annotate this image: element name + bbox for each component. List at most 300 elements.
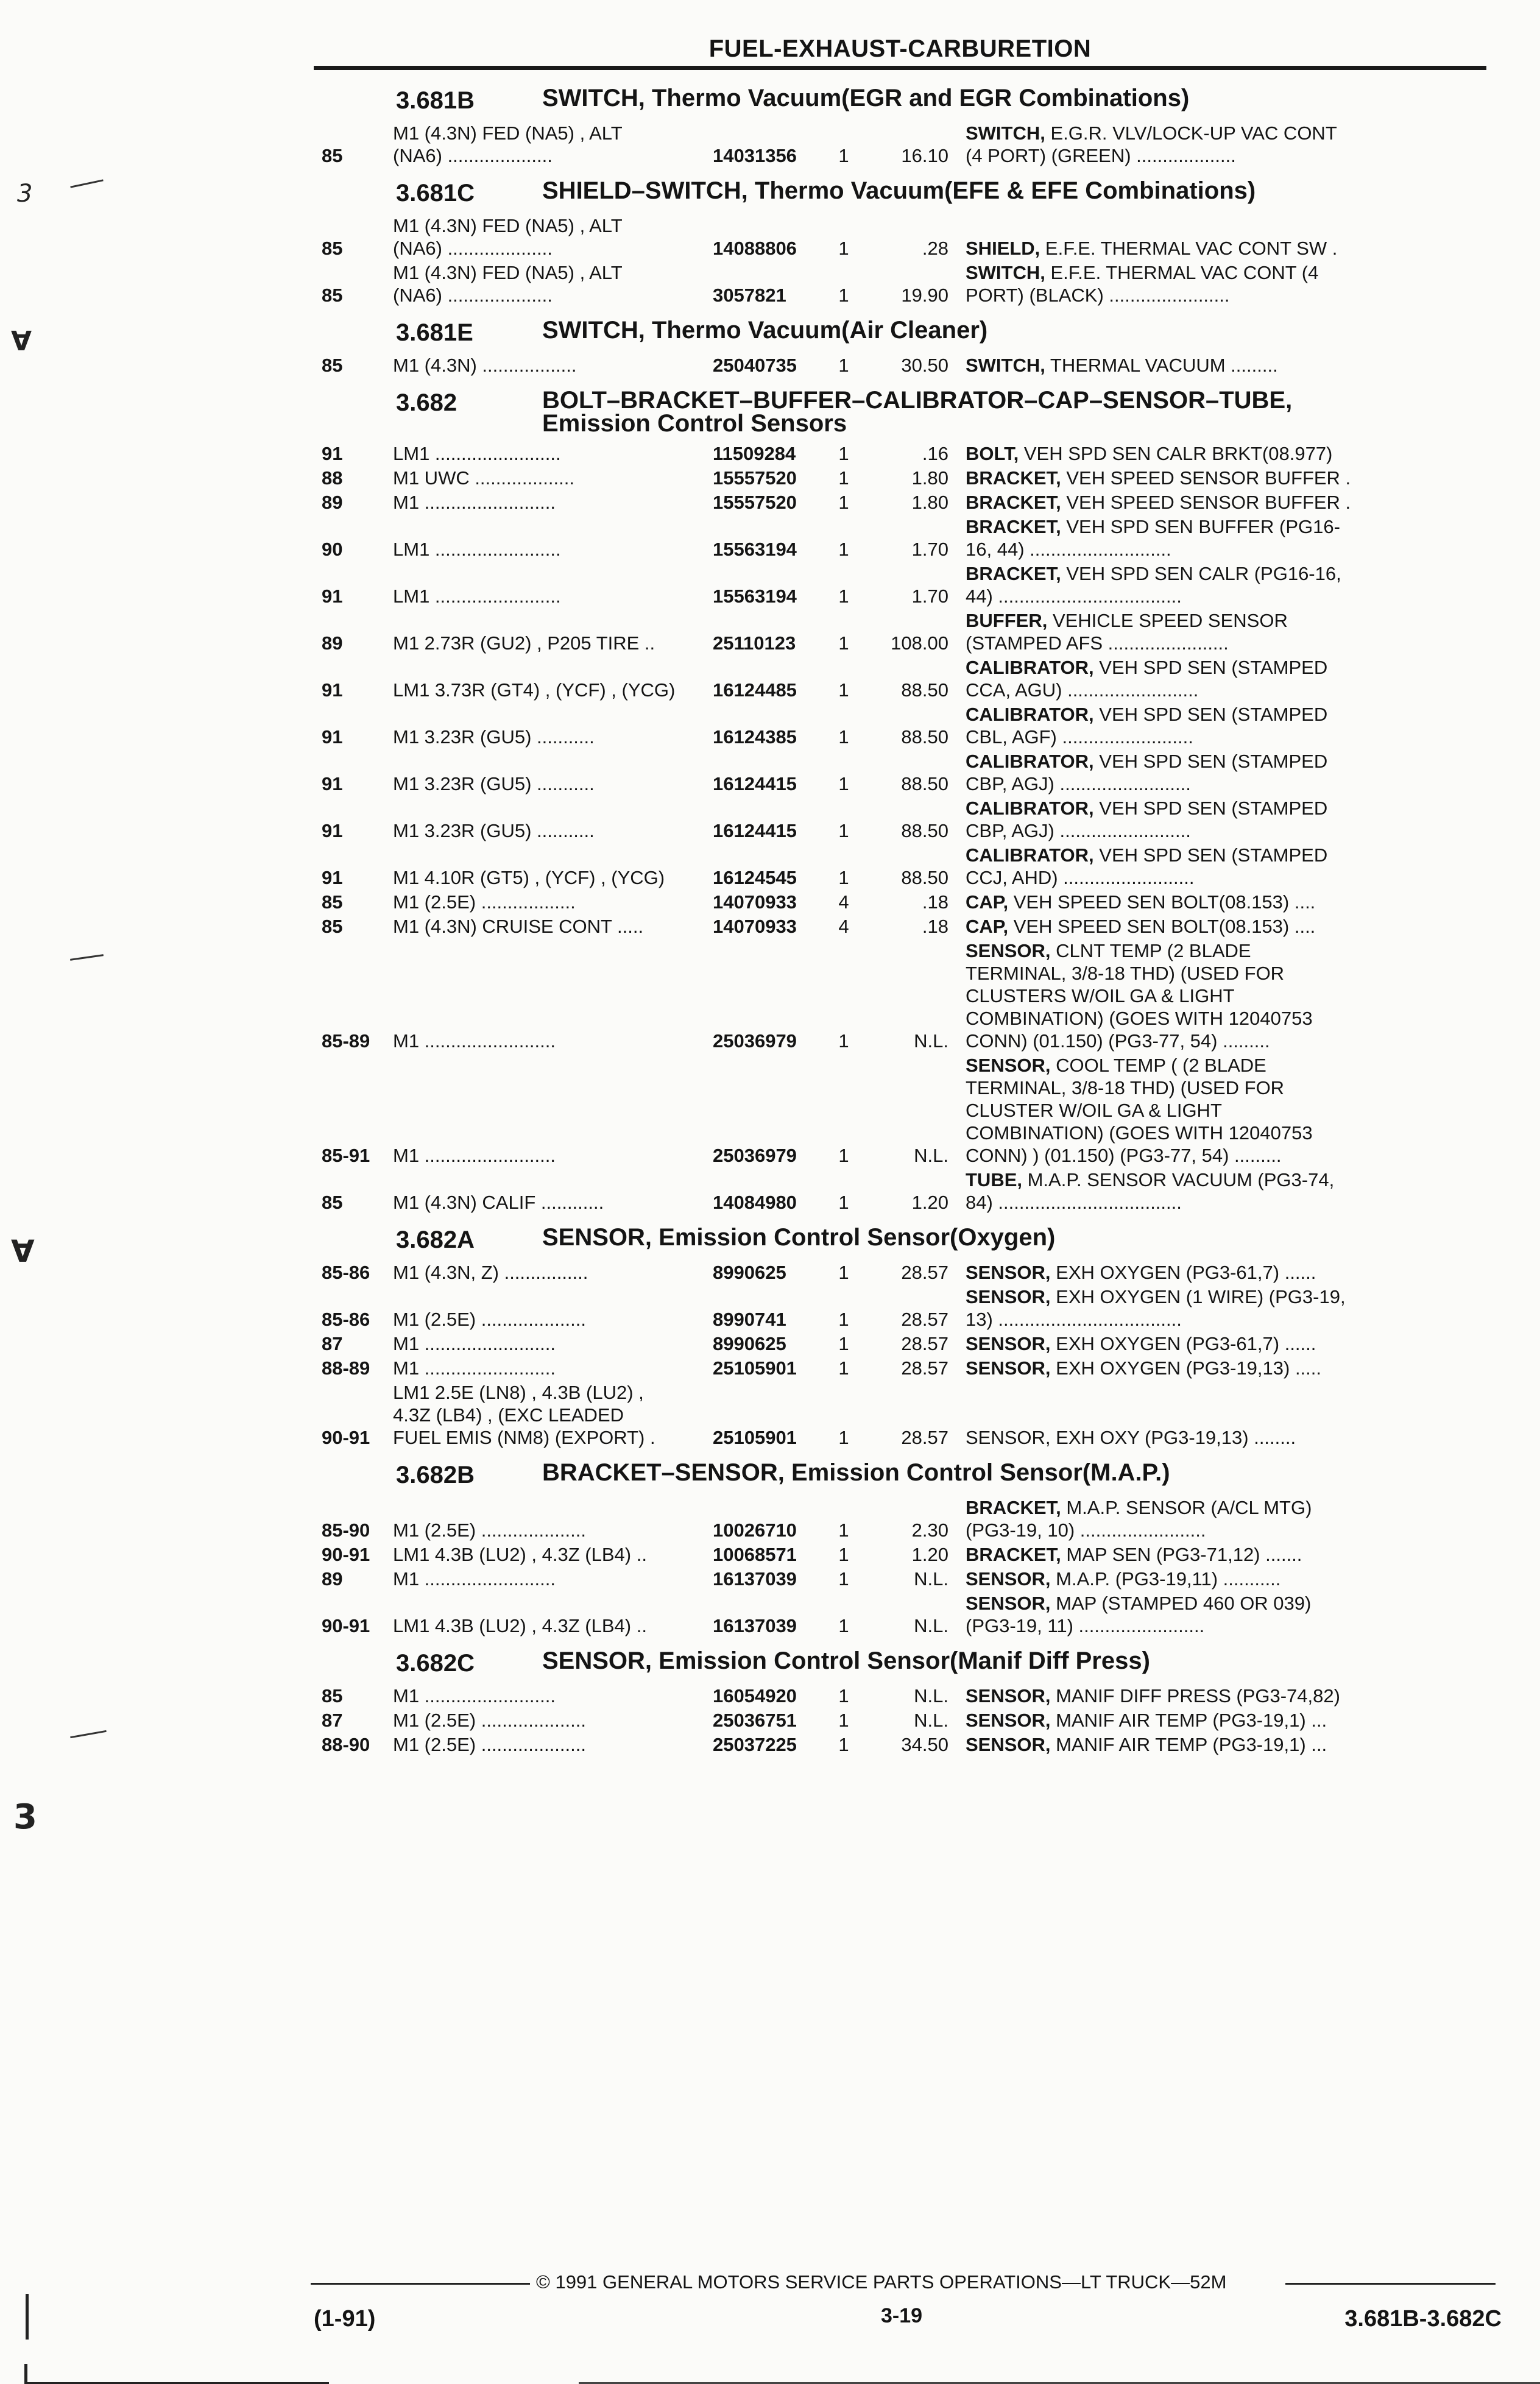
part-description-text: VEH SPEED SEN BOLT(08.153) ....	[1008, 916, 1316, 937]
model-year: 87	[322, 1710, 343, 1731]
part-description-keyword: SWITCH,	[966, 355, 1045, 376]
parts-row	[305, 1568, 1499, 1590]
application: M1 (4.3N) CRUISE CONT .....	[393, 916, 644, 937]
part-description-text: E.F.E. THERMAL VAC CONT (4 PORT) (BLACK) .......................	[966, 262, 1319, 306]
header-rule	[314, 66, 1486, 70]
part-description-text: COOL TEMP ( (2 BLADE TERMINAL, 3/8-18 THD) (USED FOR CLUSTER W/OIL GA & LIGHT COMBINATION) (GOES WITH 12040753 CONN) ) (01.150) (PG3-77, 54) .........	[966, 1055, 1313, 1166]
quantity: 1	[838, 145, 849, 166]
margin-corner-mark	[24, 2364, 27, 2383]
model-year: 88-90	[322, 1734, 370, 1755]
part-description-text: MANIF AIR TEMP (PG3-19,1) ...	[1050, 1710, 1327, 1731]
part-description-text: VEH SPD SEN CALR BRKT(08.977)	[1019, 443, 1333, 464]
part-description-keyword: CAP,	[966, 916, 1009, 937]
part-description-text: VEH SPEED SEN BOLT(08.153) ....	[1008, 891, 1316, 913]
model-year: 91	[322, 679, 343, 701]
part-description	[966, 750, 1499, 795]
part-description-keyword: TUBE,	[966, 1169, 1022, 1190]
price: 108.00	[891, 632, 948, 654]
parts-row	[305, 609, 1499, 654]
part-description	[966, 1685, 1499, 1707]
section-title-block	[542, 179, 1499, 202]
section-heading	[305, 1649, 1499, 1677]
section-number: 3.682A	[396, 1226, 475, 1253]
application: M1 (2.5E) ..................	[393, 891, 576, 913]
part-description-keyword: BRACKET,	[966, 516, 1061, 537]
model-year: 91	[322, 443, 343, 464]
part-description-text: SENSOR, EXH OXY (PG3-19,13) ........	[966, 1427, 1296, 1448]
quantity: 1	[838, 443, 849, 464]
section-number: 3.682	[396, 389, 457, 416]
price: 16.10	[901, 145, 948, 166]
section-title-block	[542, 87, 1499, 110]
quantity: 1	[838, 1030, 849, 1052]
section-title: SENSOR, Emission Control Sensor(Oxygen)	[542, 1224, 1056, 1251]
part-description-keyword: CALIBRATOR,	[966, 657, 1094, 678]
part-number: 25036751	[713, 1710, 797, 1731]
price: N.L.	[914, 1710, 948, 1731]
part-description	[966, 1496, 1499, 1541]
part-description-text: THERMAL VACUUM .........	[1045, 355, 1278, 376]
quantity: 1	[838, 726, 849, 748]
parts-row	[305, 562, 1499, 607]
parts-row	[305, 214, 1499, 260]
part-description-keyword: BUFFER,	[966, 610, 1048, 631]
quantity: 1	[838, 867, 849, 888]
model-year: 85	[322, 891, 343, 913]
price: 28.57	[901, 1357, 948, 1379]
part-description	[966, 467, 1499, 489]
price: 28.57	[901, 1262, 948, 1283]
price: N.L.	[914, 1568, 948, 1590]
part-description-keyword: SENSOR,	[966, 1593, 1051, 1614]
section-title: BRACKET–SENSOR, Emission Control Sensor(M.A.P.)	[542, 1459, 1170, 1486]
part-description-keyword: CALIBRATOR,	[966, 844, 1094, 866]
part-number: 14031356	[713, 145, 797, 166]
quantity: 1	[838, 238, 849, 259]
part-number: 25036979	[713, 1030, 797, 1052]
part-description-text: MAP (STAMPED 460 OR 039) (PG3-19, 11) ........................	[966, 1593, 1312, 1636]
section-title: SENSOR, Emission Control Sensor(Manif Diff Press)	[542, 1647, 1150, 1674]
margin-mark-3-bottom: 3	[13, 1797, 37, 1837]
application: LM1 ........................	[393, 539, 561, 560]
model-year: 85	[322, 916, 343, 937]
page-header-title: FUEL-EXHAUST-CARBURETION	[708, 35, 1092, 62]
part-description-text: VEH SPD SEN BUFFER (PG16- 16, 44) ...........................	[966, 516, 1340, 560]
quantity: 1	[838, 1710, 849, 1731]
part-number: 10026710	[713, 1519, 797, 1541]
application: LM1 4.3B (LU2) , 4.3Z (LB4) ..	[393, 1544, 647, 1565]
part-description-keyword: SENSOR,	[966, 1685, 1051, 1707]
part-description	[966, 442, 1499, 465]
part-description-keyword: SHIELD,	[966, 238, 1040, 259]
parts-row	[305, 1169, 1499, 1214]
part-description-keyword: SENSOR,	[966, 1055, 1051, 1076]
quantity: 1	[838, 355, 849, 376]
model-year: 85	[322, 285, 343, 306]
application: M1 (2.5E) ....................	[393, 1710, 586, 1731]
parts-row	[305, 891, 1499, 913]
part-description-keyword: CALIBRATOR,	[966, 704, 1094, 725]
section-subtitle: Emission Control Sensors	[542, 410, 847, 437]
part-description	[966, 1261, 1499, 1284]
part-description-text: EXH OXYGEN (PG3-19,13) .....	[1050, 1357, 1322, 1379]
application: M1 .........................	[393, 1333, 556, 1354]
section-heading	[305, 1461, 1499, 1489]
model-year: 91	[322, 820, 343, 841]
margin-mark-glyph-1: ∀	[11, 326, 32, 357]
price: 28.57	[901, 1309, 948, 1330]
application: M1 (4.3N) FED (NA5) , ALT (NA6) ....................	[393, 262, 623, 306]
price: 88.50	[901, 867, 948, 888]
parts-row	[305, 1592, 1499, 1637]
section-title-block	[542, 1461, 1499, 1484]
part-description-text: M.A.P. (PG3-19,11) ...........	[1050, 1568, 1281, 1590]
part-number: 16137039	[713, 1615, 797, 1636]
model-year: 85	[322, 1685, 343, 1707]
part-description-keyword: BRACKET,	[966, 1544, 1061, 1565]
section-heading	[305, 1226, 1499, 1254]
part-description-text: EXH OXYGEN (1 WIRE) (PG3-19, 13) ...................................	[966, 1286, 1346, 1330]
price: 88.50	[901, 679, 948, 701]
part-number: 25036979	[713, 1145, 797, 1166]
quantity: 1	[838, 467, 849, 489]
application: LM1 2.5E (LN8) , 4.3B (LU2) , 4.3Z (LB4) , (EXC LEADED FUEL EMIS (NM8) (EXPORT) .	[393, 1382, 655, 1448]
parts-row	[305, 750, 1499, 795]
model-year: 89	[322, 632, 343, 654]
parts-row	[305, 1496, 1499, 1541]
section-heading	[305, 87, 1499, 115]
margin-dash-mark	[70, 1730, 107, 1738]
quantity: 1	[838, 1192, 849, 1213]
price: N.L.	[914, 1615, 948, 1636]
part-description-text: MANIF AIR TEMP (PG3-19,1) ...	[1050, 1734, 1327, 1755]
quantity: 1	[838, 1333, 849, 1354]
margin-dash-mark	[70, 179, 103, 188]
part-description-keyword: BRACKET,	[966, 492, 1061, 513]
part-number: 25105901	[713, 1427, 797, 1448]
quantity: 1	[838, 1357, 849, 1379]
price: 1.20	[911, 1544, 948, 1565]
quantity: 1	[838, 632, 849, 654]
part-description	[966, 1169, 1499, 1214]
margin-vertical-mark	[26, 2294, 29, 2340]
part-description-keyword: CAP,	[966, 891, 1009, 913]
model-year: 91	[322, 773, 343, 794]
parts-row	[305, 467, 1499, 489]
model-year: 91	[322, 585, 343, 607]
quantity: 1	[838, 285, 849, 306]
section-title-block	[542, 1226, 1499, 1249]
section-number: 3.682C	[396, 1650, 475, 1677]
parts-row	[305, 1709, 1499, 1731]
quantity: 1	[838, 1685, 849, 1707]
model-year: 90-91	[322, 1544, 370, 1565]
part-description-text: M.A.P. SENSOR VACUUM (PG3-74, 84) ...................................	[966, 1169, 1335, 1213]
part-description-text: VEH SPD SEN (STAMPED CCJ, AHD) .........................	[966, 844, 1328, 888]
parts-row	[305, 1261, 1499, 1284]
part-description-keyword: SENSOR,	[966, 1262, 1051, 1283]
part-description-text: EXH OXYGEN (PG3-61,7) ......	[1050, 1333, 1316, 1354]
price: N.L.	[914, 1685, 948, 1707]
parts-row	[305, 122, 1499, 167]
quantity: 1	[838, 1519, 849, 1541]
part-description-text: MANIF DIFF PRESS (PG3-74,82)	[1050, 1685, 1340, 1707]
quantity: 1	[838, 492, 849, 513]
application: M1 (4.3N) FED (NA5) , ALT (NA6) ....................	[393, 215, 623, 259]
part-description	[966, 1543, 1499, 1566]
part-description-keyword: CALIBRATOR,	[966, 798, 1094, 819]
model-year: 87	[322, 1333, 343, 1354]
parts-row	[305, 844, 1499, 889]
part-description-text: VEH SPEED SENSOR BUFFER .	[1061, 467, 1351, 489]
application: M1 .........................	[393, 1030, 556, 1052]
price: 30.50	[901, 355, 948, 376]
parts-row	[305, 442, 1499, 465]
parts-row	[305, 1685, 1499, 1707]
part-description-text: E.F.E. THERMAL VAC CONT SW .	[1040, 238, 1338, 259]
part-number: 15557520	[713, 467, 797, 489]
part-description	[966, 515, 1499, 561]
part-description	[966, 609, 1499, 654]
part-number: 15563194	[713, 585, 797, 607]
parts-row	[305, 1381, 1499, 1449]
part-number: 16124415	[713, 773, 797, 794]
part-number: 3057821	[713, 285, 786, 306]
margin-dash-mark	[70, 954, 104, 961]
parts-row	[305, 1357, 1499, 1379]
footer-date-code: (1-91)	[314, 2306, 376, 2332]
model-year: 85	[322, 145, 343, 166]
application: M1 UWC ...................	[393, 467, 574, 489]
parts-row	[305, 1543, 1499, 1566]
part-description	[966, 703, 1499, 748]
part-number: 8990625	[713, 1333, 786, 1354]
application: LM1 ........................	[393, 585, 561, 607]
price: 88.50	[901, 820, 948, 841]
quantity: 1	[838, 1734, 849, 1755]
model-year: 90	[322, 539, 343, 560]
margin-mark-3-top: 3	[17, 180, 33, 208]
part-description-text: M.A.P. SENSOR (A/CL MTG) (PG3-19, 10) ........................	[966, 1497, 1312, 1541]
application: M1 .........................	[393, 1357, 556, 1379]
part-number: 10068571	[713, 1544, 797, 1565]
part-description	[966, 491, 1499, 514]
section-number: 3.682B	[396, 1462, 475, 1488]
footer-rule-left	[311, 2283, 530, 2285]
application: LM1 3.73R (GT4) , (YCF) , (YCG)	[393, 679, 676, 701]
part-description-text: VEH SPEED SENSOR BUFFER .	[1061, 492, 1351, 513]
section-title: BOLT–BRACKET–BUFFER–CALIBRATOR–CAP–SENSOR–TUBE,	[542, 387, 1293, 414]
price: 28.57	[901, 1427, 948, 1448]
footer-page-number: 3-19	[880, 2304, 923, 2327]
part-number: 25105901	[713, 1357, 797, 1379]
part-description	[966, 562, 1499, 607]
part-description-text: VEH SPD SEN (STAMPED CBP, AGJ) .........................	[966, 798, 1328, 841]
part-number: 16124415	[713, 820, 797, 841]
application: M1 (2.5E) ....................	[393, 1309, 586, 1330]
part-description	[966, 891, 1499, 913]
part-number: 16124545	[713, 867, 797, 888]
quantity: 1	[838, 1262, 849, 1283]
quantity: 4	[838, 891, 849, 913]
application: M1 .........................	[393, 1685, 556, 1707]
part-description	[966, 939, 1499, 1052]
parts-row	[305, 915, 1499, 938]
part-description-text: VEH SPD SEN CALR (PG16-16, 44) ...................................	[966, 563, 1341, 607]
section-title-block	[542, 389, 1499, 435]
section-number: 3.681B	[396, 87, 475, 114]
part-description-keyword: SENSOR,	[966, 1286, 1051, 1307]
part-description-keyword: SENSOR,	[966, 940, 1051, 961]
parts-row	[305, 1054, 1499, 1167]
quantity: 1	[838, 820, 849, 841]
parts-row	[305, 1286, 1499, 1331]
quantity: 1	[838, 1544, 849, 1565]
part-description-keyword: SENSOR,	[966, 1333, 1051, 1354]
price: 19.90	[901, 285, 948, 306]
application: M1 .........................	[393, 492, 556, 513]
part-description	[966, 915, 1499, 938]
footer-section-range: 3.681B-3.682C	[1344, 2306, 1502, 2332]
footer-copyright: © 1991 GENERAL MOTORS SERVICE PARTS OPERATIONS—LT TRUCK—52M	[536, 2271, 1227, 2293]
parts-row	[305, 261, 1499, 306]
section-title-block	[542, 1649, 1499, 1672]
price: 1.20	[911, 1192, 948, 1213]
parts-row	[305, 1332, 1499, 1355]
application: M1 (4.3N) ..................	[393, 355, 577, 376]
part-number: 8990625	[713, 1262, 786, 1283]
parts-row	[305, 797, 1499, 842]
price: 1.80	[911, 492, 948, 513]
quantity: 1	[838, 1568, 849, 1590]
section-number: 3.681C	[396, 180, 475, 207]
section-title: SWITCH, Thermo Vacuum(EGR and EGR Combinations)	[542, 85, 1190, 111]
price: .28	[922, 238, 948, 259]
part-description	[966, 237, 1499, 260]
application: M1 (2.5E) ....................	[393, 1734, 586, 1755]
part-description-keyword: BRACKET,	[966, 467, 1061, 489]
section-heading	[305, 319, 1499, 347]
part-description-text: VEH SPD SEN (STAMPED CBL, AGF) .........................	[966, 704, 1328, 748]
application: M1 .........................	[393, 1568, 556, 1590]
parts-row	[305, 656, 1499, 701]
part-number: 16124385	[713, 726, 797, 748]
model-year: 85-86	[322, 1309, 370, 1330]
part-description-text: EXH OXYGEN (PG3-61,7) ......	[1050, 1262, 1316, 1283]
part-description	[966, 1568, 1499, 1590]
part-description-keyword: SENSOR,	[966, 1734, 1051, 1755]
model-year: 88	[322, 467, 343, 489]
quantity: 1	[838, 1145, 849, 1166]
model-year: 85-91	[322, 1145, 370, 1166]
model-year: 89	[322, 492, 343, 513]
price: 88.50	[901, 773, 948, 794]
price: .16	[922, 443, 948, 464]
part-description-keyword: SENSOR,	[966, 1710, 1051, 1731]
price: 1.80	[911, 467, 948, 489]
part-description	[966, 797, 1499, 842]
quantity: 1	[838, 539, 849, 560]
footer-rule-right	[1285, 2283, 1496, 2285]
section-title-block	[542, 319, 1499, 342]
model-year: 85-86	[322, 1262, 370, 1283]
price: N.L.	[914, 1145, 948, 1166]
part-number: 16054920	[713, 1685, 797, 1707]
part-number: 14088806	[713, 238, 797, 259]
part-description-text: CLNT TEMP (2 BLADE TERMINAL, 3/8-18 THD) (USED FOR CLUSTERS W/OIL GA & LIGHT COMBINATION) (GOES WITH 12040753 CONN) (01.150) (PG3-77, 54) .........	[966, 940, 1313, 1052]
quantity: 4	[838, 916, 849, 937]
parts-row	[305, 1733, 1499, 1756]
part-number: 14070933	[713, 916, 797, 937]
quantity: 1	[838, 773, 849, 794]
part-number: 11509284	[713, 443, 796, 464]
application: M1 (4.3N) CALIF ............	[393, 1192, 604, 1213]
parts-row	[305, 515, 1499, 561]
part-description-text: VEHICLE SPEED SENSOR (STAMPED AFS .......................	[966, 610, 1288, 654]
model-year: 85-90	[322, 1519, 370, 1541]
part-number: 16137039	[713, 1568, 797, 1590]
part-description-text: MAP SEN (PG3-71,12) .......	[1061, 1544, 1302, 1565]
application: M1 (4.3N) FED (NA5) , ALT (NA6) ....................	[393, 122, 623, 166]
model-year: 85	[322, 1192, 343, 1213]
part-description-keyword: SWITCH,	[966, 122, 1045, 144]
section-number: 3.681E	[396, 319, 473, 346]
part-number: 8990741	[713, 1309, 786, 1330]
quantity: 1	[838, 1427, 849, 1448]
application: M1 (4.3N, Z) ................	[393, 1262, 588, 1283]
model-year: 88-89	[322, 1357, 370, 1379]
part-description	[966, 261, 1499, 306]
part-description	[966, 1357, 1499, 1379]
application: M1 3.23R (GU5) ...........	[393, 726, 595, 748]
application: M1 (2.5E) ....................	[393, 1519, 586, 1541]
part-number: 14084980	[713, 1192, 797, 1213]
part-description-keyword: CALIBRATOR,	[966, 751, 1094, 772]
parts-listing	[305, 87, 1499, 1756]
application: M1 3.23R (GU5) ...........	[393, 773, 595, 794]
part-description-keyword: BRACKET,	[966, 563, 1061, 584]
application: M1 3.23R (GU5) ...........	[393, 820, 595, 841]
parts-row	[305, 703, 1499, 748]
part-description-text: E.G.R. VLV/LOCK-UP VAC CONT (4 PORT) (GREEN) ...................	[966, 122, 1337, 166]
application: M1 2.73R (GU2) , P205 TIRE ..	[393, 632, 655, 654]
part-description-keyword: SWITCH,	[966, 262, 1045, 283]
part-number: 16124485	[713, 679, 797, 701]
model-year: 90-91	[322, 1615, 370, 1636]
application: M1 .........................	[393, 1145, 556, 1166]
part-description	[966, 844, 1499, 889]
price: 1.70	[911, 539, 948, 560]
part-description-text: VEH SPD SEN (STAMPED CCA, AGU) .........................	[966, 657, 1328, 701]
model-year: 89	[322, 1568, 343, 1590]
part-description	[966, 1592, 1499, 1637]
model-year: 91	[322, 867, 343, 888]
section-heading	[305, 389, 1499, 435]
parts-row	[305, 491, 1499, 514]
part-description-keyword: SENSOR,	[966, 1357, 1051, 1379]
price: .18	[922, 891, 948, 913]
parts-row	[305, 354, 1499, 377]
price: 34.50	[901, 1734, 948, 1755]
part-number: 25110123	[713, 632, 796, 654]
part-description-text: VEH SPD SEN (STAMPED CBP, AGJ) .........................	[966, 751, 1328, 794]
margin-mark-glyph-2: ∀	[11, 1234, 35, 1269]
model-year: 85	[322, 238, 343, 259]
section-title: SHIELD–SWITCH, Thermo Vacuum(EFE & EFE Combinations)	[542, 177, 1256, 204]
part-description	[966, 1733, 1499, 1756]
model-year: 90-91	[322, 1427, 370, 1448]
price: N.L.	[914, 1030, 948, 1052]
